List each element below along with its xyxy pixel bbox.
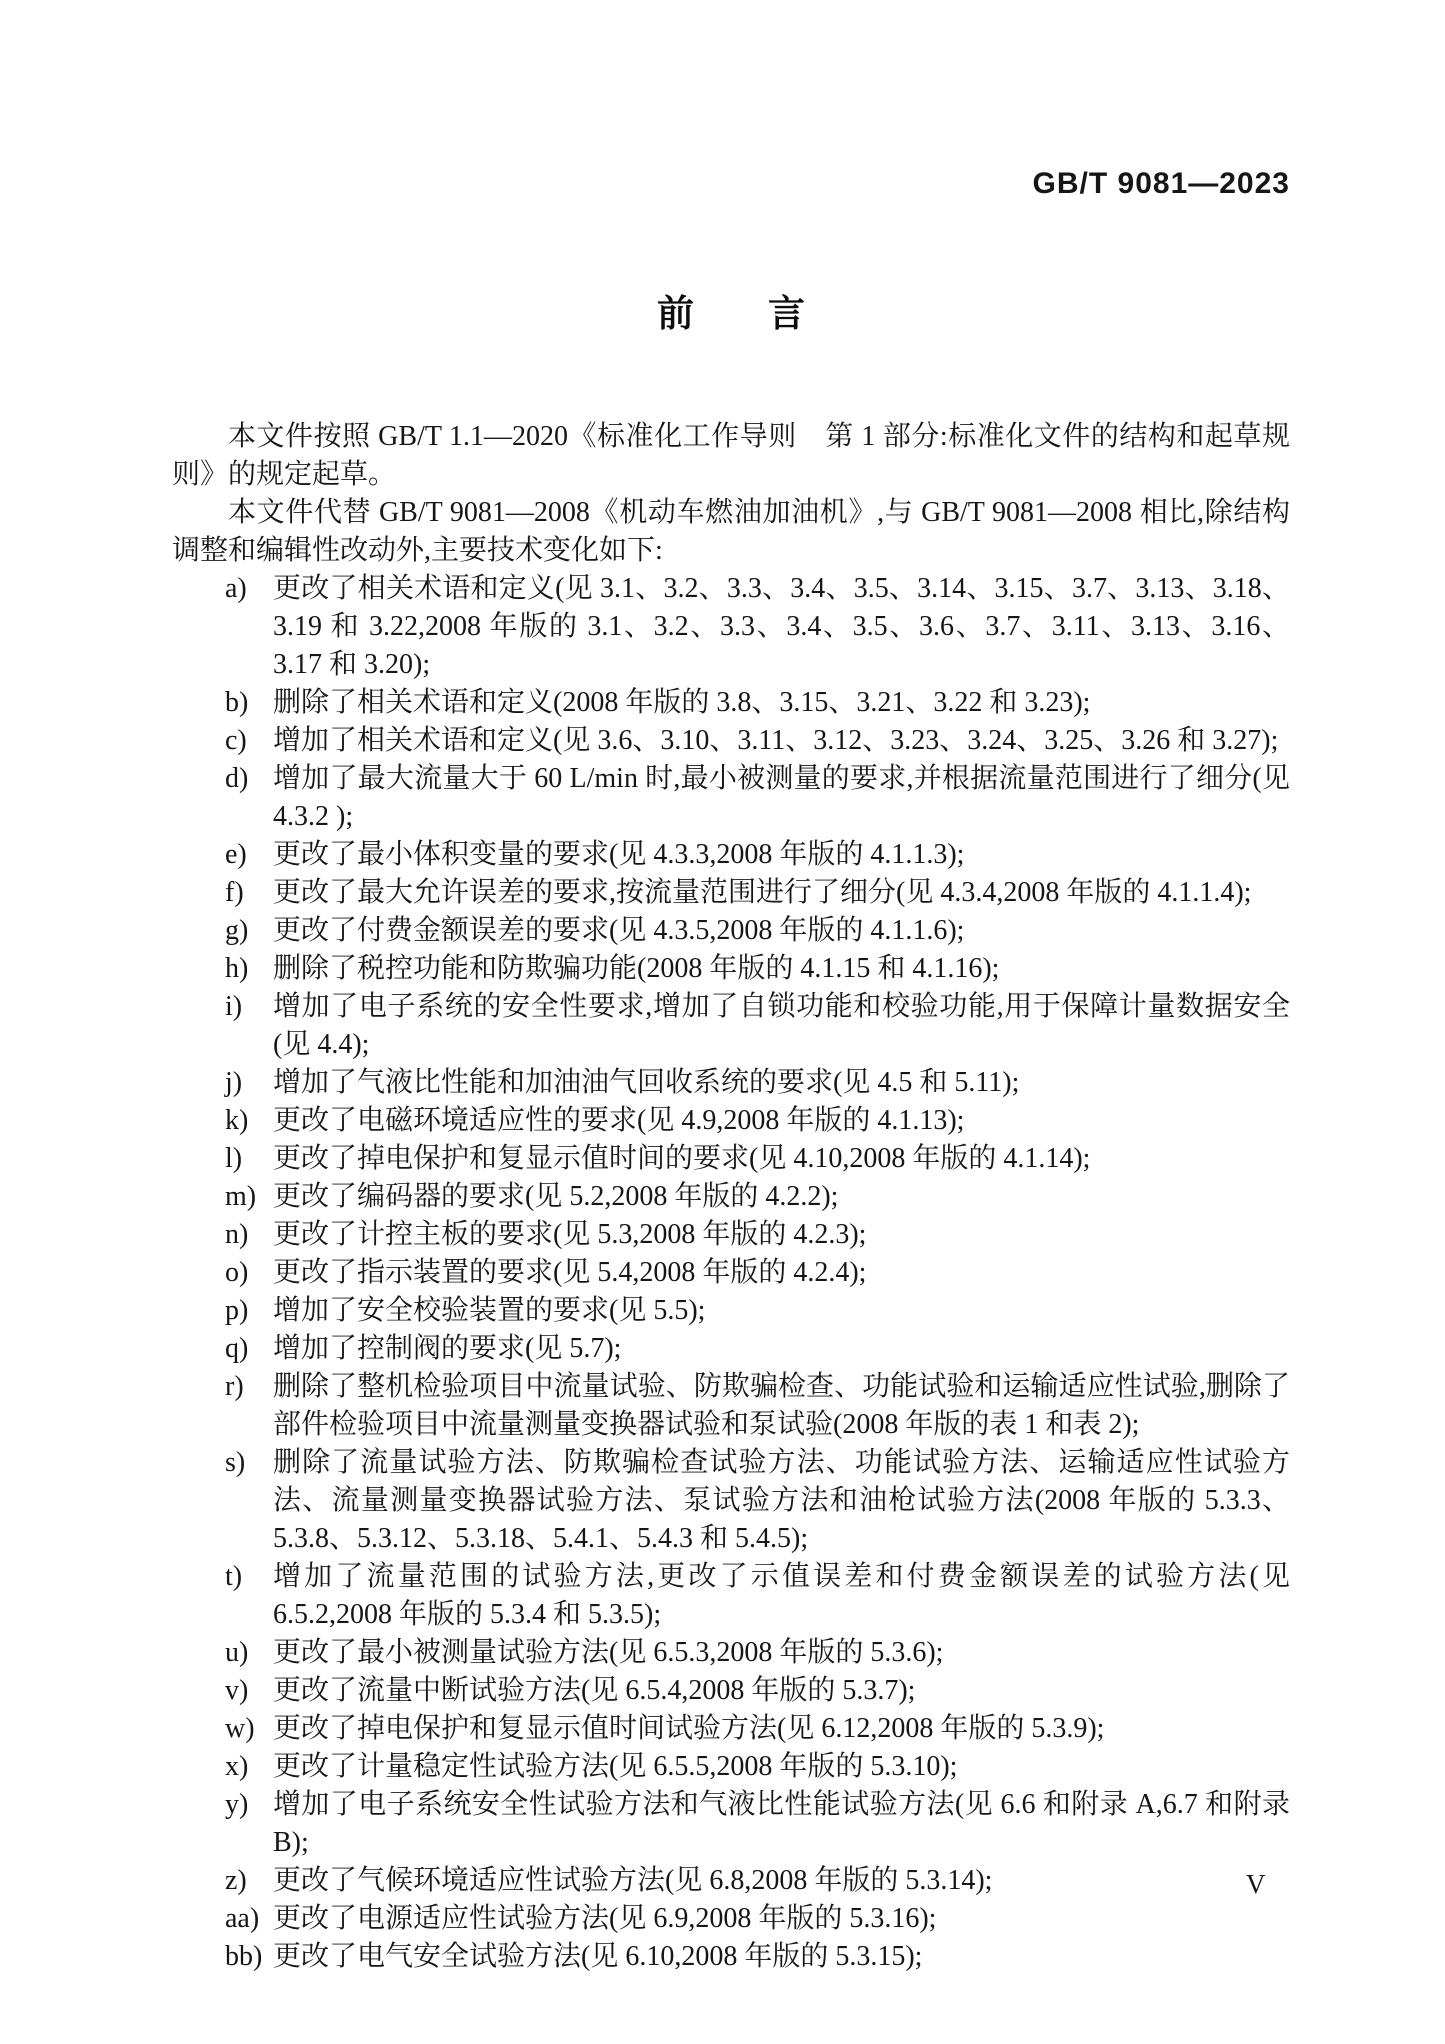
change-list-item <box>172 722 1290 760</box>
change-item-text: 删除了相关术语和定义(2008 年版的 3.8、3.15、3.21、3.22 和 3.23); <box>273 687 1091 718</box>
change-list-item <box>172 1634 1290 1672</box>
change-item-label: i) <box>225 991 243 1022</box>
change-list-item <box>172 1330 1290 1368</box>
change-item-text: 更改了最小体积变量的要求(见 4.3.3,2008 年版的 4.1.1.3); <box>273 839 965 870</box>
change-list-item <box>172 1748 1290 1786</box>
change-item-text: 更改了付费金额误差的要求(见 4.3.5,2008 年版的 4.1.1.6); <box>273 915 965 946</box>
change-item-text: 删除了整机检验项目中流量试验、防欺骗检查、功能试验和运输适应性试验,删除了部件检验项目中流量测量变换器试验和泵试验(2008 年版的表 1 和表 2); <box>273 1371 1290 1440</box>
change-item-text: 更改了掉电保护和复显示值时间的要求(见 4.10,2008 年版的 4.1.14); <box>273 1143 1091 1174</box>
change-item-text: 增加了气液比性能和加油油气回收系统的要求(见 4.5 和 5.11); <box>273 1067 1020 1098</box>
change-list-item <box>172 1786 1290 1862</box>
change-list-item <box>172 1938 1290 1976</box>
change-list-item <box>172 988 1290 1064</box>
intro-paragraph-2: 本文件代替 GB/T 9081—2008《机动车燃油加油机》,与 GB/T 9081—2008 相比,除结构调整和编辑性改动外,主要技术变化如下: <box>172 497 1290 566</box>
change-item-label: bb) <box>225 1941 263 1972</box>
change-item-text: 更改了计量稳定性试验方法(见 6.5.5,2008 年版的 5.3.10); <box>273 1751 958 1782</box>
change-item-label: t) <box>225 1561 243 1592</box>
change-list-item <box>172 1178 1290 1216</box>
change-item-text: 更改了编码器的要求(见 5.2,2008 年版的 4.2.2); <box>273 1181 839 1212</box>
change-item-text: 增加了最大流量大于 60 L/min 时,最小被测量的要求,并根据流量范围进行了细分(见 4.3.2 ); <box>273 763 1290 832</box>
change-list-item <box>172 1558 1290 1634</box>
change-list-item <box>172 912 1290 950</box>
standard-number: GB/T 9081—2023 <box>1032 167 1290 200</box>
change-item-label: w) <box>225 1713 255 1744</box>
change-item-label: e) <box>225 839 247 870</box>
change-list-item <box>172 1368 1290 1444</box>
change-item-text: 增加了控制阀的要求(见 5.7); <box>273 1333 622 1364</box>
change-list-item <box>172 1292 1290 1330</box>
change-list-item <box>172 1710 1290 1748</box>
change-item-label: n) <box>225 1219 249 1250</box>
change-list-item <box>172 1216 1290 1254</box>
change-item-text: 更改了电气安全试验方法(见 6.10,2008 年版的 5.3.15); <box>273 1941 923 1972</box>
change-list-item <box>172 1102 1290 1140</box>
change-item-text: 更改了相关术语和定义(见 3.1、3.2、3.3、3.4、3.5、3.14、3.15、3.7、3.13、3.18、3.19 和 3.22,2008 年版的 3.1、3.2、3.3、3.4、3.5、3.6、3.7、3.11、3.13、3.16、3.17 和 3.20); <box>273 573 1290 680</box>
change-item-label: s) <box>225 1447 246 1478</box>
change-list-item <box>172 1254 1290 1292</box>
change-item-label: m) <box>225 1181 257 1212</box>
change-item-label: a) <box>225 573 247 604</box>
change-item-text: 更改了电磁环境适应性的要求(见 4.9,2008 年版的 4.1.13); <box>273 1105 965 1136</box>
change-item-label: z) <box>225 1865 247 1896</box>
change-list-item <box>172 684 1290 722</box>
foreword-body <box>172 418 1290 1976</box>
change-list-item <box>172 1900 1290 1938</box>
change-item-label: j) <box>225 1067 243 1098</box>
change-list-item <box>172 950 1290 988</box>
change-item-label: d) <box>225 763 249 794</box>
change-item-label: f) <box>225 877 244 908</box>
change-item-label: l) <box>225 1143 243 1174</box>
change-item-text: 增加了相关术语和定义(见 3.6、3.10、3.11、3.12、3.23、3.24、3.25、3.26 和 3.27); <box>273 725 1279 756</box>
change-item-text: 增加了电子系统安全性试验方法和气液比性能试验方法(见 6.6 和附录 A,6.7 和附录 B); <box>273 1789 1290 1858</box>
change-list-item <box>172 1444 1290 1558</box>
change-item-label: g) <box>225 915 249 946</box>
change-list-item <box>172 1064 1290 1102</box>
change-item-label: r) <box>225 1371 244 1402</box>
change-item-label: y) <box>225 1789 249 1820</box>
change-item-label: v) <box>225 1675 249 1706</box>
change-item-text: 更改了计控主板的要求(见 5.3,2008 年版的 4.2.3); <box>273 1219 867 1250</box>
intro-paragraph-1: 本文件按照 GB/T 1.1—2020《标准化工作导则 第 1 部分:标准化文件的结构和起草规则》的规定起草。 <box>172 421 1290 490</box>
change-item-text: 更改了电源适应性试验方法(见 6.9,2008 年版的 5.3.16); <box>273 1903 937 1934</box>
page-number: V <box>1246 1869 1266 1899</box>
change-item-label: k) <box>225 1105 249 1136</box>
change-list-item <box>172 836 1290 874</box>
change-list-item <box>172 874 1290 912</box>
changes-list <box>172 570 1290 1976</box>
change-item-text: 删除了流量试验方法、防欺骗检查试验方法、功能试验方法、运输适应性试验方法、流量测量变换器试验方法、泵试验方法和油枪试验方法(2008 年版的 5.3.3、5.3.8、5.3.12、5.3.18、5.4.1、5.4.3 和 5.4.5); <box>273 1447 1290 1554</box>
change-list-item <box>172 1140 1290 1178</box>
page-title: 前 言 <box>657 293 805 334</box>
change-item-text: 删除了税控功能和防欺骗功能(2008 年版的 4.1.15 和 4.1.16); <box>273 953 1000 984</box>
change-item-text: 更改了最大允许误差的要求,按流量范围进行了细分(见 4.3.4,2008 年版的 4.1.1.4); <box>273 877 1252 908</box>
change-item-text: 更改了最小被测量试验方法(见 6.5.3,2008 年版的 5.3.6); <box>273 1637 944 1668</box>
change-list-item <box>172 570 1290 684</box>
change-item-label: b) <box>225 687 249 718</box>
change-item-text: 更改了指示装置的要求(见 5.4,2008 年版的 4.2.4); <box>273 1257 867 1288</box>
change-item-text: 更改了流量中断试验方法(见 6.5.4,2008 年版的 5.3.7); <box>273 1675 916 1706</box>
change-item-label: x) <box>225 1751 249 1782</box>
change-item-text: 更改了掉电保护和复显示值时间试验方法(见 6.12,2008 年版的 5.3.9); <box>273 1713 1105 1744</box>
change-list-item <box>172 760 1290 836</box>
change-item-label: o) <box>225 1257 249 1288</box>
change-item-label: c) <box>225 725 247 756</box>
change-list-item <box>172 1672 1290 1710</box>
change-item-label: u) <box>225 1637 249 1668</box>
change-item-text: 增加了流量范围的试验方法,更改了示值误差和付费金额误差的试验方法(见 6.5.2,2008 年版的 5.3.4 和 5.3.5); <box>273 1561 1290 1630</box>
change-item-label: q) <box>225 1333 249 1364</box>
change-item-text: 增加了电子系统的安全性要求,增加了自锁功能和校验功能,用于保障计量数据安全(见 4.4); <box>273 991 1290 1060</box>
change-item-label: aa) <box>225 1903 260 1934</box>
change-item-label: h) <box>225 953 249 984</box>
change-item-text: 增加了安全校验装置的要求(见 5.5); <box>273 1295 706 1326</box>
change-item-text: 更改了气候环境适应性试验方法(见 6.8,2008 年版的 5.3.14); <box>273 1865 993 1896</box>
change-item-label: p) <box>225 1295 249 1326</box>
change-list-item <box>172 1862 1290 1900</box>
